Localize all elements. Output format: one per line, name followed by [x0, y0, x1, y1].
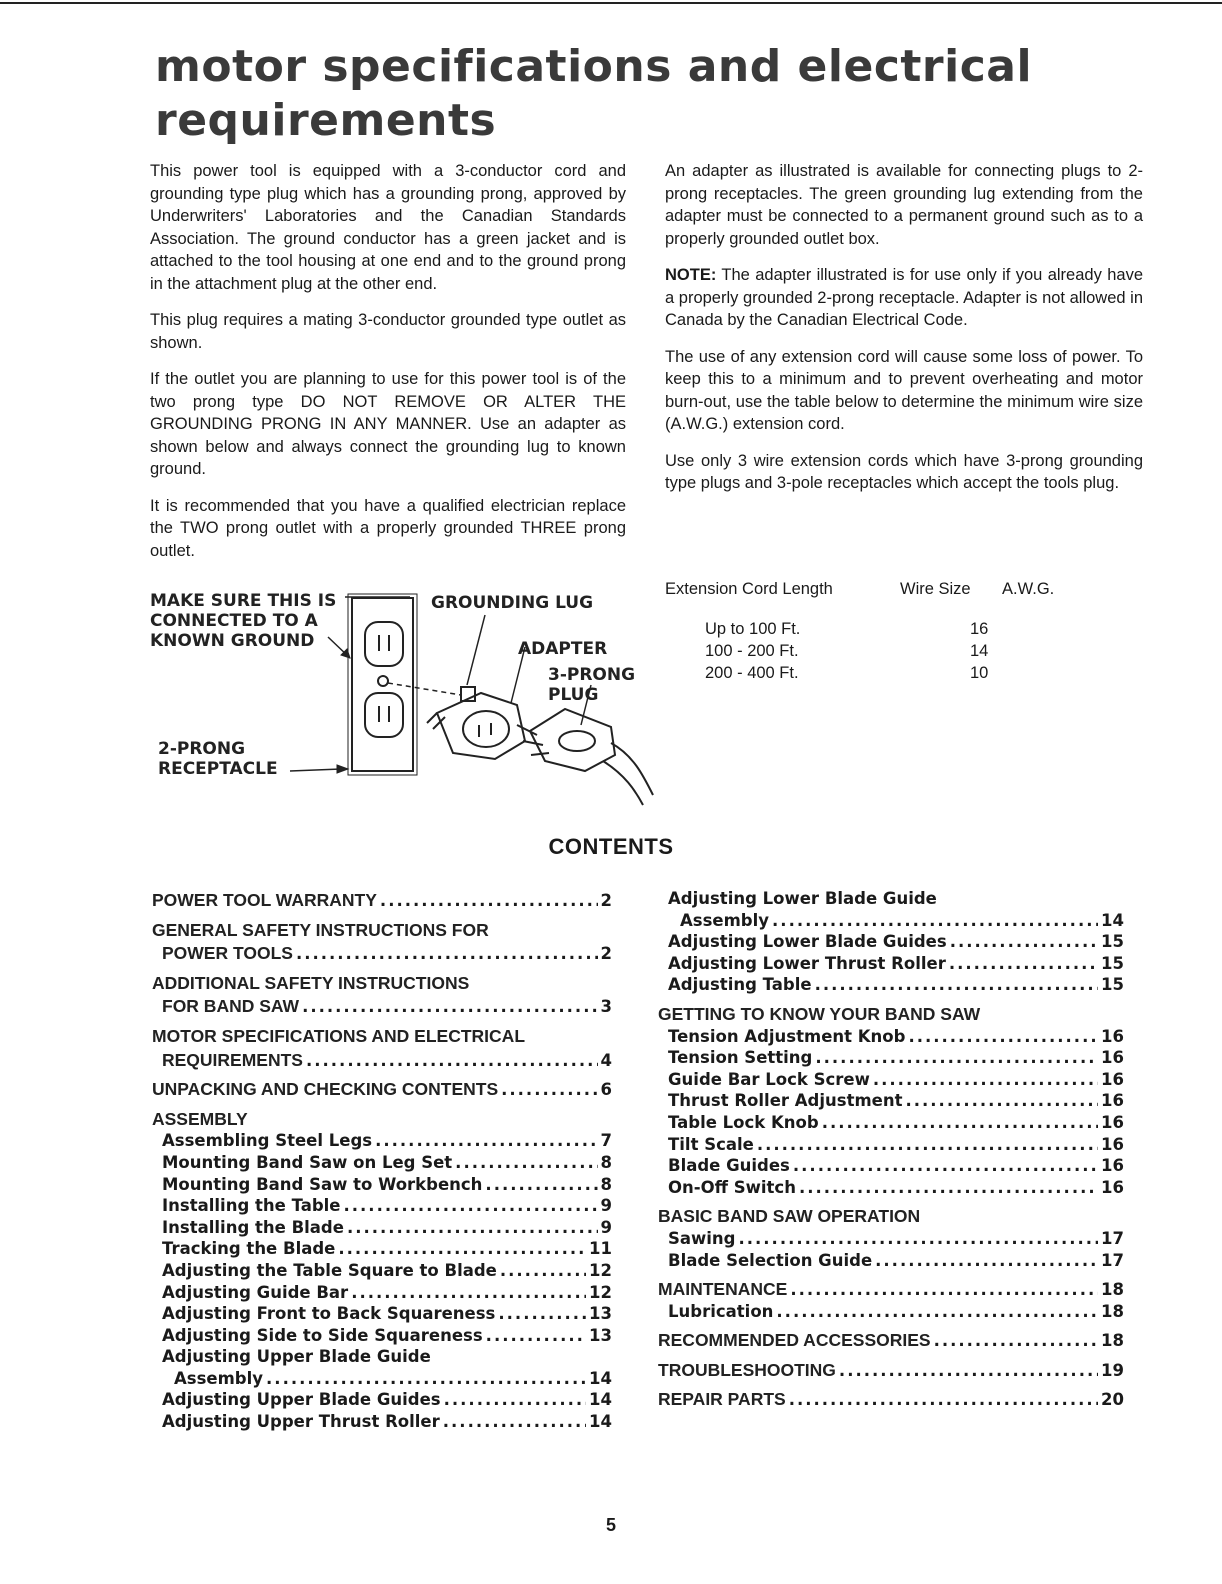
table-row: [665, 640, 1105, 662]
toc-entry-motor-specs: [152, 1026, 612, 1071]
toc-title: BASIC BAND SAW OPERATION: [658, 1206, 921, 1227]
toc-page: 4: [600, 1050, 612, 1070]
toc-item: Adjusting Front to Back Squareness ..... 13: [152, 1303, 612, 1325]
cell-size: 10: [970, 664, 989, 682]
paragraph-electrician: It is recommended that you have a qualified electrician replace the TWO prong outlet with a properly grounded THREE prong outlet.: [150, 496, 626, 560]
paragraph-outlet: This plug requires a mating 3-conductor grounded type outlet as shown.: [150, 311, 626, 352]
toc-item: Tracking the Blade ..... 11: [152, 1238, 612, 1260]
paragraph-cord: This power tool is equipped with a 3-conductor cord and grounding type plug which has a grounding prong, approved by Underwriters' Laboratories and the Canadian Standards Association. The ground conductor has a green jacket and is attached to the tool housing at one end and to the ground prong in the attachment plug at the other end.: [150, 162, 626, 293]
toc-page: 6: [600, 1080, 612, 1100]
header-length: Extension Cord Length: [665, 580, 833, 598]
right-column: [665, 160, 1143, 509]
extension-cord-table: [665, 578, 1105, 684]
toc-page: 18: [1101, 1331, 1124, 1351]
toc-item: Tension Setting ..... 16: [658, 1047, 1124, 1069]
three-prong-plug-icon: [530, 709, 615, 771]
toc-title: REQUIREMENTS: [162, 1049, 303, 1070]
toc-item: Adjusting Lower Thrust Roller ..... 15: [658, 953, 1124, 975]
toc-entry-warranty: [152, 890, 612, 912]
toc-page: 18: [1101, 1280, 1124, 1300]
paragraph-note: [665, 264, 1143, 332]
toc-item: Adjusting Table ..... 15: [658, 974, 1124, 996]
toc-title: FOR BAND SAW: [162, 996, 300, 1017]
toc-entry-basic-operation: [658, 1206, 1124, 1271]
toc-item: Installing the Table ..... 9: [152, 1195, 612, 1217]
table-row: [665, 662, 1105, 684]
cell-size: 14: [970, 642, 989, 660]
toc-title: ADDITIONAL SAFETY INSTRUCTIONS: [152, 972, 470, 993]
toc-title: MAINTENANCE: [658, 1279, 788, 1300]
paragraph-extension: The use of any extension cord will cause some loss of power. To keep this to a minimum and to prevent overheating and motor burn-out, use the table below to determine the minimum wire size (A.W.G.) extension cord.: [665, 347, 1143, 433]
toc-title: POWER TOOLS: [162, 943, 293, 964]
toc-item: Mounting Band Saw on Leg Set ..... 8: [152, 1152, 612, 1174]
toc-item: Mounting Band Saw to Workbench ..... 8: [152, 1174, 612, 1196]
label-adapter: ADAPTER: [518, 639, 608, 659]
cell-size: 16: [970, 620, 989, 638]
toc-item: Adjusting the Table Square to Blade ..... 12: [152, 1260, 612, 1282]
toc-page: 2: [600, 944, 612, 964]
toc-item: Assembling Steel Legs ..... 7: [152, 1130, 612, 1152]
label-grounding-lug: GROUNDING LUG: [431, 593, 594, 613]
toc-item: Tension Adjustment Knob ..... 16: [658, 1026, 1124, 1048]
note-label: NOTE:: [665, 266, 717, 284]
toc-item: Installing the Blade ..... 9: [152, 1217, 612, 1239]
cell-length: Up to 100 Ft.: [705, 620, 801, 638]
toc-entry-lower-guide: [658, 888, 1124, 996]
toc-item: Blade Selection Guide ..... 17: [658, 1250, 1124, 1272]
toc-title: TROUBLESHOOTING: [658, 1359, 836, 1380]
label-3-prong-plug: 3-PRONG PLUG: [548, 665, 636, 705]
page-title: motor specifications and electrical requirements: [155, 41, 1033, 146]
toc-title: MOTOR SPECIFICATIONS AND ELECTRICAL: [152, 1025, 526, 1046]
label-2-prong-receptacle: 2-PRONG RECEPTACLE: [158, 739, 278, 779]
toc-item: Adjusting Guide Bar ..... 12: [152, 1282, 612, 1304]
toc-entry-getting-to-know: [658, 1004, 1124, 1198]
toc-item: Adjusting Upper Thrust Roller ..... 14: [152, 1411, 612, 1433]
toc-item: Assembly ..... 14: [152, 1368, 612, 1390]
toc-entry-troubleshooting: [658, 1360, 1124, 1382]
note-text: The adapter illustrated is for use only if you already have a properly grounded 2-prong receptacle. Adapter is not allowed in Canada by the Canadian Electrical Code.: [665, 266, 1143, 329]
toc-entry-assembly: [152, 1109, 612, 1433]
toc-item: Adjusting Upper Blade Guide: [162, 1347, 431, 1367]
left-column: [150, 160, 626, 576]
table-header: [665, 578, 1105, 604]
outlet-bottom-icon: [365, 693, 403, 737]
toc-item: Adjusting Lower Blade Guide: [668, 889, 937, 908]
toc-item: Assembly ..... 14: [658, 910, 1124, 932]
adapter-diagram: [145, 585, 665, 815]
toc-entry-maintenance: [658, 1279, 1124, 1322]
header-awg: A.W.G.: [1002, 580, 1055, 598]
toc-item: On-Off Switch ..... 16: [658, 1177, 1124, 1199]
toc-item: Guide Bar Lock Screw ..... 16: [658, 1069, 1124, 1091]
toc-title: GETTING TO KNOW YOUR BAND SAW: [658, 1003, 981, 1024]
cord-icon: [603, 743, 653, 805]
toc-title: RECOMMENDED ACCESSORIES: [658, 1330, 931, 1351]
toc-right-column: [658, 888, 1124, 1419]
toc-page: 20: [1101, 1390, 1124, 1410]
toc-item: Adjusting Upper Blade Guides ..... 14: [152, 1389, 612, 1411]
toc-title: REPAIR PARTS: [658, 1389, 786, 1410]
cell-length: 200 - 400 Ft.: [705, 664, 799, 682]
toc-entry-additional-safety: [152, 973, 612, 1018]
toc-item: Lubrication ..... 18: [658, 1301, 1124, 1323]
toc-left-column: [152, 888, 612, 1441]
outlet-top-icon: [365, 622, 403, 666]
contents-heading: CONTENTS: [548, 834, 674, 859]
toc-page: 3: [600, 997, 612, 1017]
toc-title: POWER TOOL WARRANTY: [152, 890, 377, 910]
toc-item: Thrust Roller Adjustment ..... 16: [658, 1090, 1124, 1112]
toc-page: 19: [1101, 1360, 1124, 1380]
paragraph-two-prong: If the outlet you are planning to use for this power tool is of the two prong type DO NOT REMOVE OR ALTER THE GROUNDING PRONG IN ANY MANNER. Use an adapter as shown below and always connect the grounding lug to known ground.: [150, 370, 626, 478]
toc-item: Adjusting Side to Side Squareness ..... 13: [152, 1325, 612, 1347]
toc-page: 2: [600, 891, 612, 910]
cell-length: 100 - 200 Ft.: [705, 642, 799, 660]
toc-item: Sawing ..... 17: [658, 1228, 1124, 1250]
toc-title: ASSEMBLY: [152, 1108, 248, 1129]
page-number: 5: [605, 1515, 616, 1535]
label-make-sure-ground: MAKE SURE THIS IS CONNECTED TO A KNOWN GROUND: [150, 591, 337, 651]
table-row: [665, 618, 1105, 640]
paragraph-wire: Use only 3 wire extension cords which have 3-prong grounding type plugs and 3-pole receptacles which accept the tools plug.: [665, 451, 1143, 492]
wall-plate-icon: [352, 598, 413, 771]
toc-entry-accessories: [658, 1330, 1124, 1352]
screw-icon: [378, 676, 388, 686]
toc-title: GENERAL SAFETY INSTRUCTIONS FOR: [152, 919, 489, 940]
toc-title: UNPACKING AND CHECKING CONTENTS: [152, 1079, 499, 1100]
toc-item: Blade Guides ..... 16: [658, 1155, 1124, 1177]
paragraph-adapter: An adapter as illustrated is available for connecting plugs to 2-prong receptacles. The green grounding lug extending from the adapter must be connected to a permanent ground such as to a properly grounded outlet box.: [665, 162, 1143, 248]
toc-entry-unpacking: [152, 1079, 612, 1101]
toc-item: Tilt Scale ..... 16: [658, 1134, 1124, 1156]
toc-item: Adjusting Lower Blade Guides ..... 15: [658, 931, 1124, 953]
adapter-icon: [437, 693, 525, 759]
header-wire-size: Wire Size: [900, 580, 971, 598]
toc-entry-general-safety: [152, 920, 612, 965]
toc-item: Table Lock Knob ..... 16: [658, 1112, 1124, 1134]
toc-entry-repair-parts: [658, 1389, 1124, 1411]
top-rule: [0, 2, 1222, 4]
